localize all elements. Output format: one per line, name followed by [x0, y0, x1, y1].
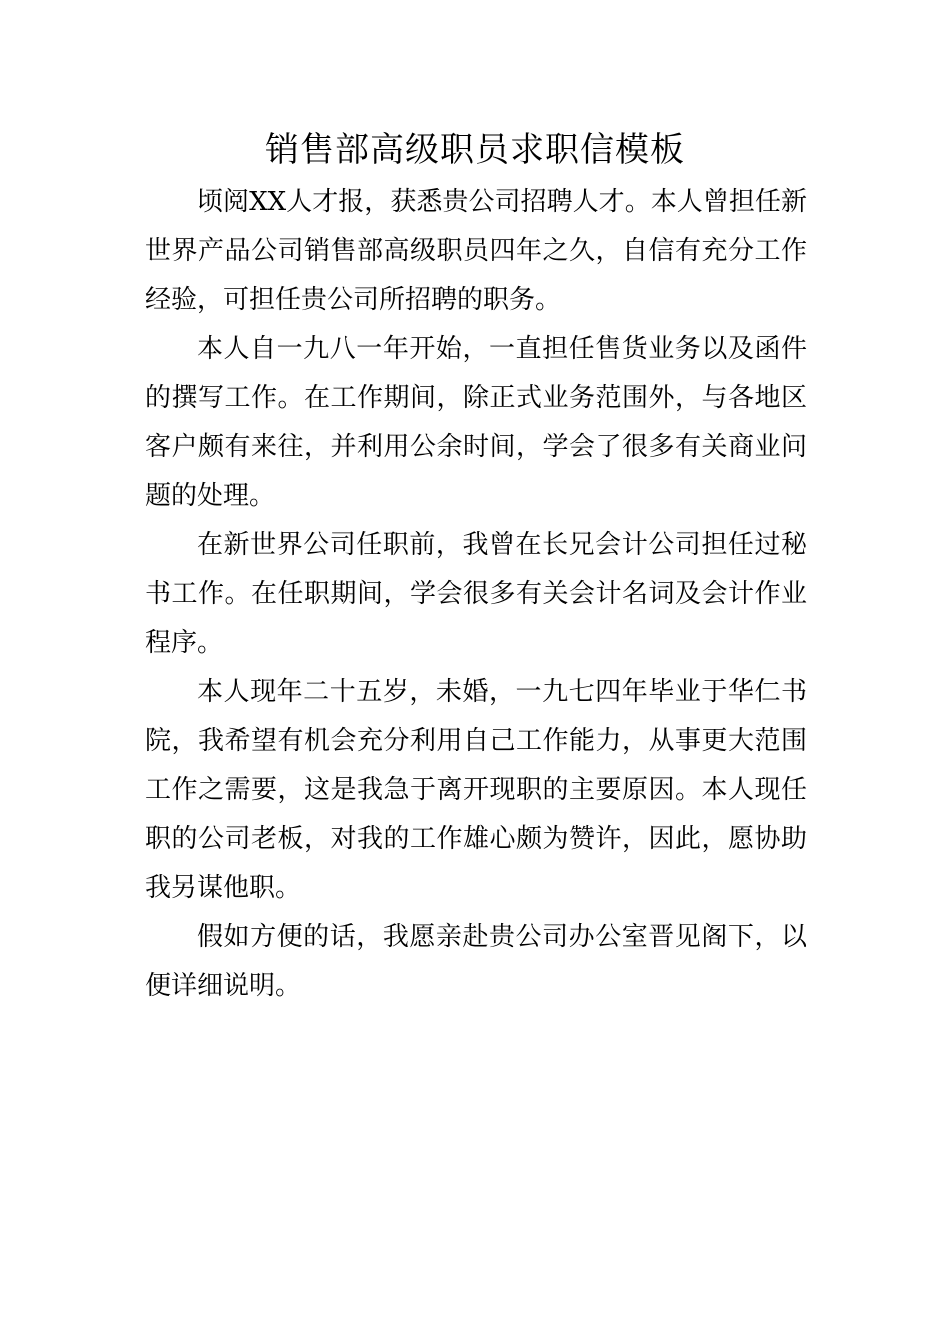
- paragraph-3: 在新世界公司任职前，我曾在长兄会计公司担任过秘书工作。在任职期间，学会很多有关会计名词及会计作业程序。: [145, 530, 807, 658]
- document-body: [145, 178, 807, 1011]
- paragraph-5: 假如方便的话，我愿亲赴贵公司办公室晋见阁下，以便详细说明。: [145, 922, 807, 1001]
- paragraph-4: 本人现年二十五岁，未婚，一九七四年毕业于华仁书院，我希望有机会充分利用自己工作能力，从事更大范围工作之需要，这是我急于离开现职的主要原因。本人现任职的公司老板，对我的工作雄心颇为赞许，因此，愿协助我另谋他职。: [145, 677, 807, 903]
- paragraph-2: 本人自一九八一年开始，一直担任售货业务以及函件的撰写工作。在工作期间，除正式业务范围外，与各地区客户颇有来往，并利用公余时间，学会了很多有关商业问题的处理。: [145, 334, 807, 511]
- paragraph-1: 顷阅XX人才报，获悉贵公司招聘人才。本人曾担任新世界产品公司销售部高级职员四年之久，自信有充分工作经验，可担任贵公司所招聘的职务。: [145, 187, 807, 315]
- document-title: 销售部高级职员求职信模板: [265, 130, 685, 170]
